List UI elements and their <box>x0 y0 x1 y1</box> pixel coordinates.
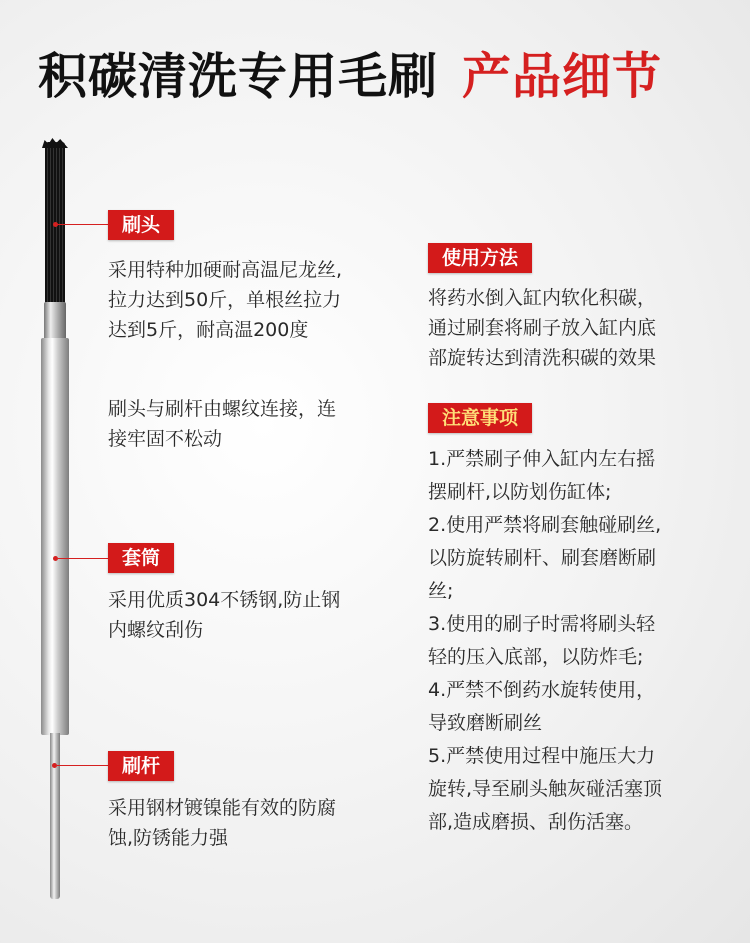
title-highlight: 产品细节 <box>462 48 663 105</box>
rod-desc: 采用钢材镀镍能有效的防腐 蚀,防锈能力强 <box>108 797 337 849</box>
brush-head-connect-desc: 刷头与刷杆由螺纹连接，连 接牢固不松动 <box>108 398 337 450</box>
note-item: 5.严禁使用过程中施压大力 旋转,导至刷头触灰碰活塞顶 部,造成磨损、刮伤活塞。 <box>428 745 663 833</box>
note-item: 1.严禁刷子伸入缸内左右摇 摆刷杆,以防划伤缸体; <box>428 448 656 503</box>
brush-rod <box>50 733 60 899</box>
notes-list <box>428 443 728 839</box>
tag-notes: 注意事项 <box>428 403 532 433</box>
tag-brush-head: 刷头 <box>108 210 174 240</box>
callout-line-sleeve <box>58 558 108 559</box>
tag-rod: 刷杆 <box>108 751 174 781</box>
usage-desc: 将药水倒入缸内软化积碳， 通过刷套将刷子放入缸内底 部旋转达到清洗积碳的效果 <box>428 287 657 369</box>
callout-line-rod <box>57 765 108 766</box>
brush-head-desc: 采用特种加硬耐高温尼龙丝, 拉力达到50斤，单根丝拉力 达到5斤，耐高温200度 <box>108 259 343 341</box>
note-item: 2.使用严禁将刷套触碰刷丝, 以防旋转刷杆、刷套磨断刷 丝; <box>428 514 662 602</box>
note-item: 4.严禁不倒药水旋转使用， 导致磨断刷丝 <box>428 679 656 734</box>
tag-usage: 使用方法 <box>428 243 532 273</box>
tag-sleeve: 套筒 <box>108 543 174 573</box>
brush-illustration <box>0 0 120 943</box>
callout-line-head <box>58 224 108 225</box>
product-name: 积碳清洗专用毛刷 <box>38 48 439 105</box>
page-title <box>38 38 662 108</box>
sleeve-desc: 采用优质304不锈钢,防止钢 内螺纹刮伤 <box>108 589 341 641</box>
brush-sleeve <box>41 338 69 735</box>
note-item: 3.使用的刷子时需将刷头轻 轻的压入底部，以防炸毛; <box>428 613 656 668</box>
brush-ferrule <box>44 302 66 340</box>
